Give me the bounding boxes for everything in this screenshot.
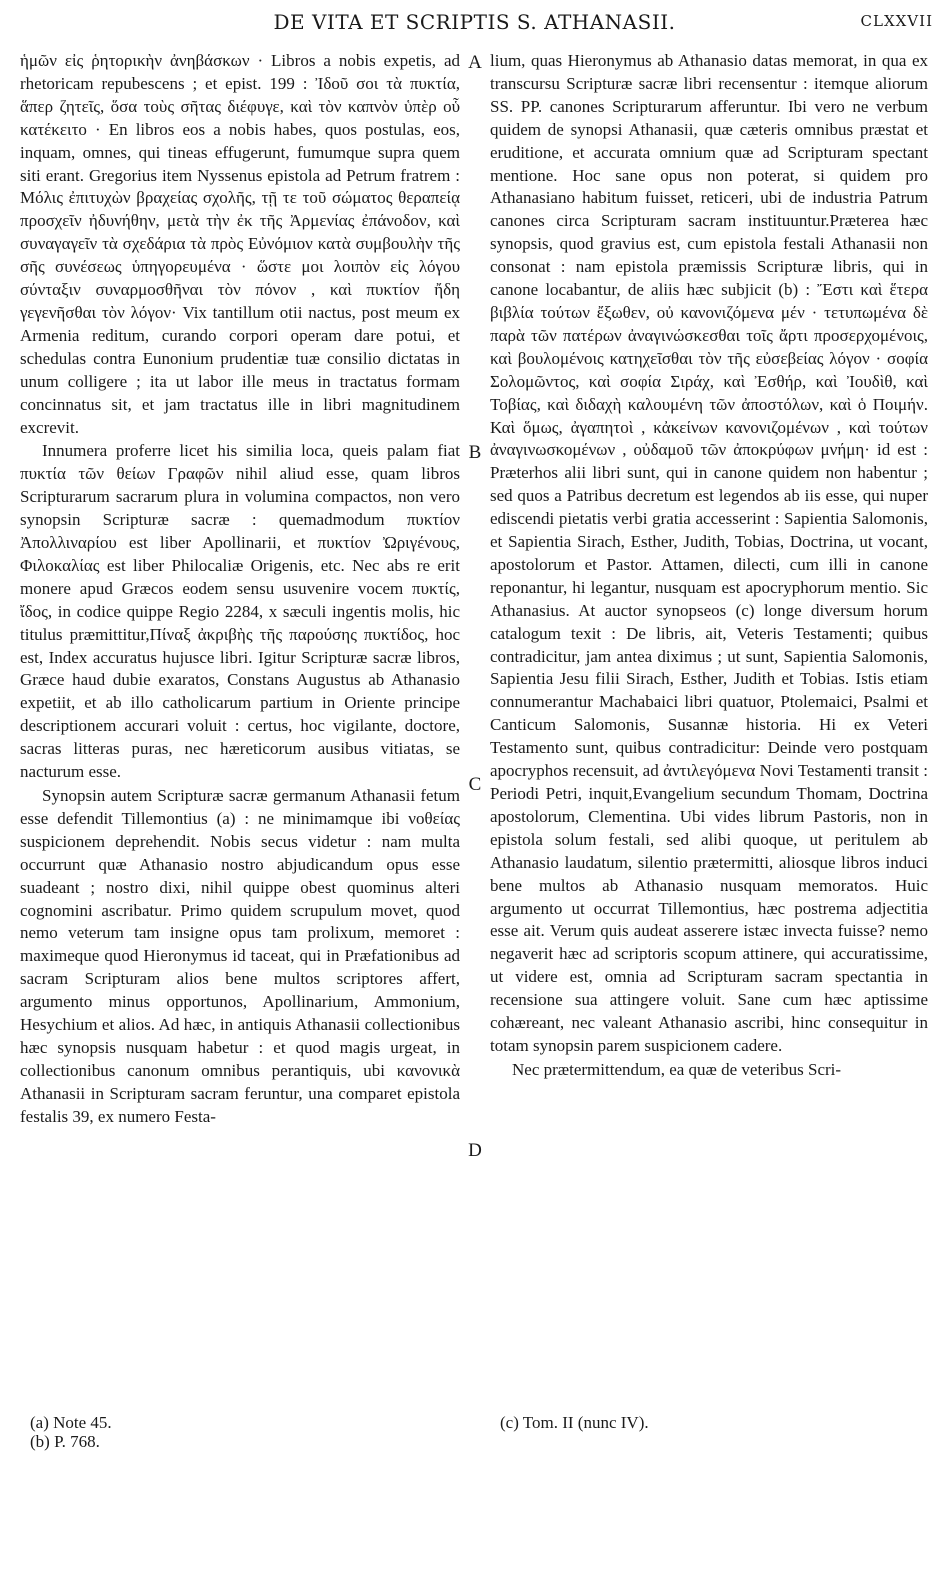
- footnotes-left: [30, 1413, 112, 1451]
- paragraph: ἡμῶν εἰς ῥητορικὴν ἀνηβάσκων · Libros a nobis expetis, ad rhetoricam repubescens ; et epist. 199 : Ἰδοῦ σοι τὰ πυκτία, ἅπερ ζητεῖς, ὅσα τοὺς σῆτας διέφυγε, καὶ τὸν καπνὸν ὑπὲρ οὗ κατέκειτο · En libros eos a nobis habes, quos postulas, eos, inquam, omnes, qui tineas effugerunt, fumumque supra quem siti erant. Gregorius item Nyssenus epistola ad Petrum fratrem : Μόλις ἐπιτυχὼν βραχείας σχολῆς, τῇ τε τοῦ σώματος θεραπείᾳ προσχεῖν ἠδυνήθην, μετὰ τὴν ἐκ τῆς Ἀρμενίας ἐπάνοδον, καὶ συναγαγεῖν τὰ σχεδάρια τὰ πρὸς Εὐνόμιον κατὰ συμβουλὴν τῆς σῆς συνέσεως ὑπηγορευμένα · ὥστε μοι λοιπὸν εἰς λόγου σύνταξιν συναρμοσθῆναι τὸν πόνον , καὶ πυκτίον ἤδη γεγενῆσθαι τὸν λόγον· Vix tantillum otii nactus, post meum ex Armenia reditum, curando corpori operam dare potui, et schedulas contra Eunonium prudentiæ tuæ consilio dictatas in unum colligere ; ita ut labor ille meus in tractatus formam concinnatus sit, et jam tractatus ille in libri magnitudinem excrevit.: [20, 51, 460, 437]
- margin-letter-c: C: [468, 774, 482, 795]
- right-column: [490, 50, 928, 1082]
- footnote: (c) Tom. II (nunc IV).: [500, 1413, 649, 1432]
- paragraph: Synopsin autem Scripturæ sacræ germanum Athanasii fetum esse defendit Tillemontius (a) : ne minimamque ibi νοθείας suspicionem deprehendit. Nobis secus videtur : nam multa occurrunt quæ Athanasio nostro abjudicandum opus esse suadeant ; nostro dixi, nihil quippe obest quominus alteri cognomini ascribatur. Primo quidem scrupulum movet, quod nemo veterum tam insigne opus tam prolixum, memoret : maximeque quod Hieronymus id taceat, qui in Præfationibus ad sacram Scripturam alios bene multos scriptores affert, argumento minus opportunos, Apollinarium, Ammonium, Hesychium et alios. Ad hæc, in antiquis Athanasii collectionibus hæc synopsis nusquam habetur : et quod magis urgeat, in collectionibus canonum omnibus perantiquis, ubi κανονικὰ Athanasii in Scripturam sacram feruntur, una comparet epistola festalis 39, ex numero Festa-: [20, 786, 460, 1126]
- margin-letter-a: A: [468, 52, 482, 73]
- paragraph: Nec prætermittendum, ea quæ de veteribus Scri-: [512, 1059, 842, 1079]
- page-header: [0, 10, 949, 40]
- left-column: [20, 50, 460, 1129]
- page-number: CLXXVII: [860, 12, 933, 30]
- margin-letter-d: D: [468, 1140, 482, 1161]
- footnote: (b) P. 768.: [30, 1432, 100, 1451]
- running-title: DE VITA ET SCRIPTIS S. ATHANASII.: [273, 10, 676, 34]
- footnote: (a) Note 45.: [30, 1413, 112, 1432]
- margin-letter-b: B: [468, 442, 482, 463]
- paragraph: lium, quas Hieronymus ab Athanasio datas memorat, in qua ex transcursu Scripturæ sacræ libri recensentur : itemque aliorum SS. PP. canones Scripturarum afferuntur. Ibi vero ne verbum quidem de synopsi Athanasii, quæ cæteris omnibus præstat et eruditione, et accurata omnium quæ ad Scripturam spectant mentione. Hoc sane opus non poterat, si quidem pro Athanasiano habitum fuisset, reticeri, ubi de industria Patrum canones circa Scripturam sacram instituuntur.Præterea hæc synopsis, quod gravius est, cum epistola festali Athanasii non consonat : nam epistola præmissis Scripturæ libris, qui in canone locabantur, de aliis hæc subjicit (b) : Ἔστι καὶ ἕτερα βιβλία τούτων ἔξωθεν, οὐ κανονιζόμενα μέν · τετυπωμένα δὲ παρὰ τῶν πατέρων ἀναγινώσκεσθαι τοῖς ἄρτι προσερχομένοις, καὶ βουλομένοις κατηχεῖσθαι τὸν τῆς εὐσεβείας λόγον · σοφία Σολομῶντος, καὶ σοφία Σιράχ, καὶ Ἐσθήρ, καὶ Ἰουδὶθ, καὶ Τοβίας, καὶ διδαχὴ καλουμένη τῶν ἀποστόλων, καὶ ὁ Ποιμήν. Καὶ ὅμως, ἀγαπητοὶ , κἀκείνων κανονιζομένων , καὶ τούτων ἀναγινωσκομένων , οὐδαμοῦ τῶν ἀποκρύφων μνήμη· id est : Præterhos alii libri sunt, qui in canone quidem non habentur ; sed quos a Patribus decretum est legendos ab iis esse, qui nuper ediscendi pietatis verbi gratia accesserint : Sapientia Salomonis, et Sapientia Sirach, Esther, Judith, Tobias, Doctrina, ut vocant, apostolorum et Pastor. Attamen, dilecti, cum illi in canone reponantur, hi legantur, nusquam est apocryphorum mentio. Sic Athanasius. At auctor synopseos (c) longe diversum horum catalogum texit : De libris, ait, Veteris Testamenti; quibus contradicitur, jam antea diximus ; ut sunt, Sapientia Salomonis, Sapientia Jesu filii Sirach, Esther, Judith et Tobias. Istis etiam connumerantur Machabaici libri quatuor, Ptolemaici, Psalmi et Canticum Salomonis, Susannæ historia. Hi ex Veteri Testamento sunt, quibus contradicitur: Deinde vero postquam apocryphos recensuit, ad ἀντιλεγόμενα Novi Testamenti transit : Periodi Petri, inquit,Evangelium secundum Thomam, Doctrina apostolorum, Clementina. Ubi vides librum Pastoris, non in epistola solum festali, sed alibi quoque, ut peritulem ab Athanasio laudatum, silentio prætermitti, aliosque libros induci bene multos ab Athanasio nusquam memoratos. Huic argumento ut occurrat Tillemontius, hæc postrema adjectitia esse ait. Verum quis audeat asserere istæc invecta fuisse? nemo negaverit hæc ad scriptoris scopum attinere, qui accuratissime, ut videre est, omnia ad Scripturam sacram spectantia in recensione sua attingere voluit. Sane cum hæc aptissime cohæreant, nec valeant Athanasio ascribi, hinc consequitur in totam synopsin parem suspicionem cadere.: [490, 51, 928, 1055]
- footnotes-right: [500, 1413, 649, 1432]
- paragraph: Innumera proferre licet his similia loca, queis palam fiat πυκτία τῶν θείων Γραφῶν nihil aliud esse, quam libros Scripturarum sacrarum plura in volumina compactos, non vero synopsin Scripturæ sacræ : quemadmodum πυκτίον Ἀπολλιναρίου est liber Apollinarii, et πυκτίον Ὠριγένους, Φιλοκαλίας est liber Philocaliæ Origenis, etc. Nec abs re erit monere apud Græcos eodem sensu usuvenire vocem πυκτίς, ἴδος, in codice quippe Regio 2284, x sæculi ingentis molis, hic titulus præmittitur,Πίναξ ἀκριβὴς τῆς παρούσης πυκτίδος, hoc est, Index accuratus hujusce libri. Igitur Scripturæ sacræ libros, Græce haud dubie exaratos, Constans Augustus ab Athanasio expetiit, et ab illo catholicarum partium in Oriente principe descriptionem accurari voluit : certus, hoc vigilante, doctore, sacras litteras puras, nec hæreticorum ausibus vitiatas, se nacturum esse.: [20, 441, 460, 782]
